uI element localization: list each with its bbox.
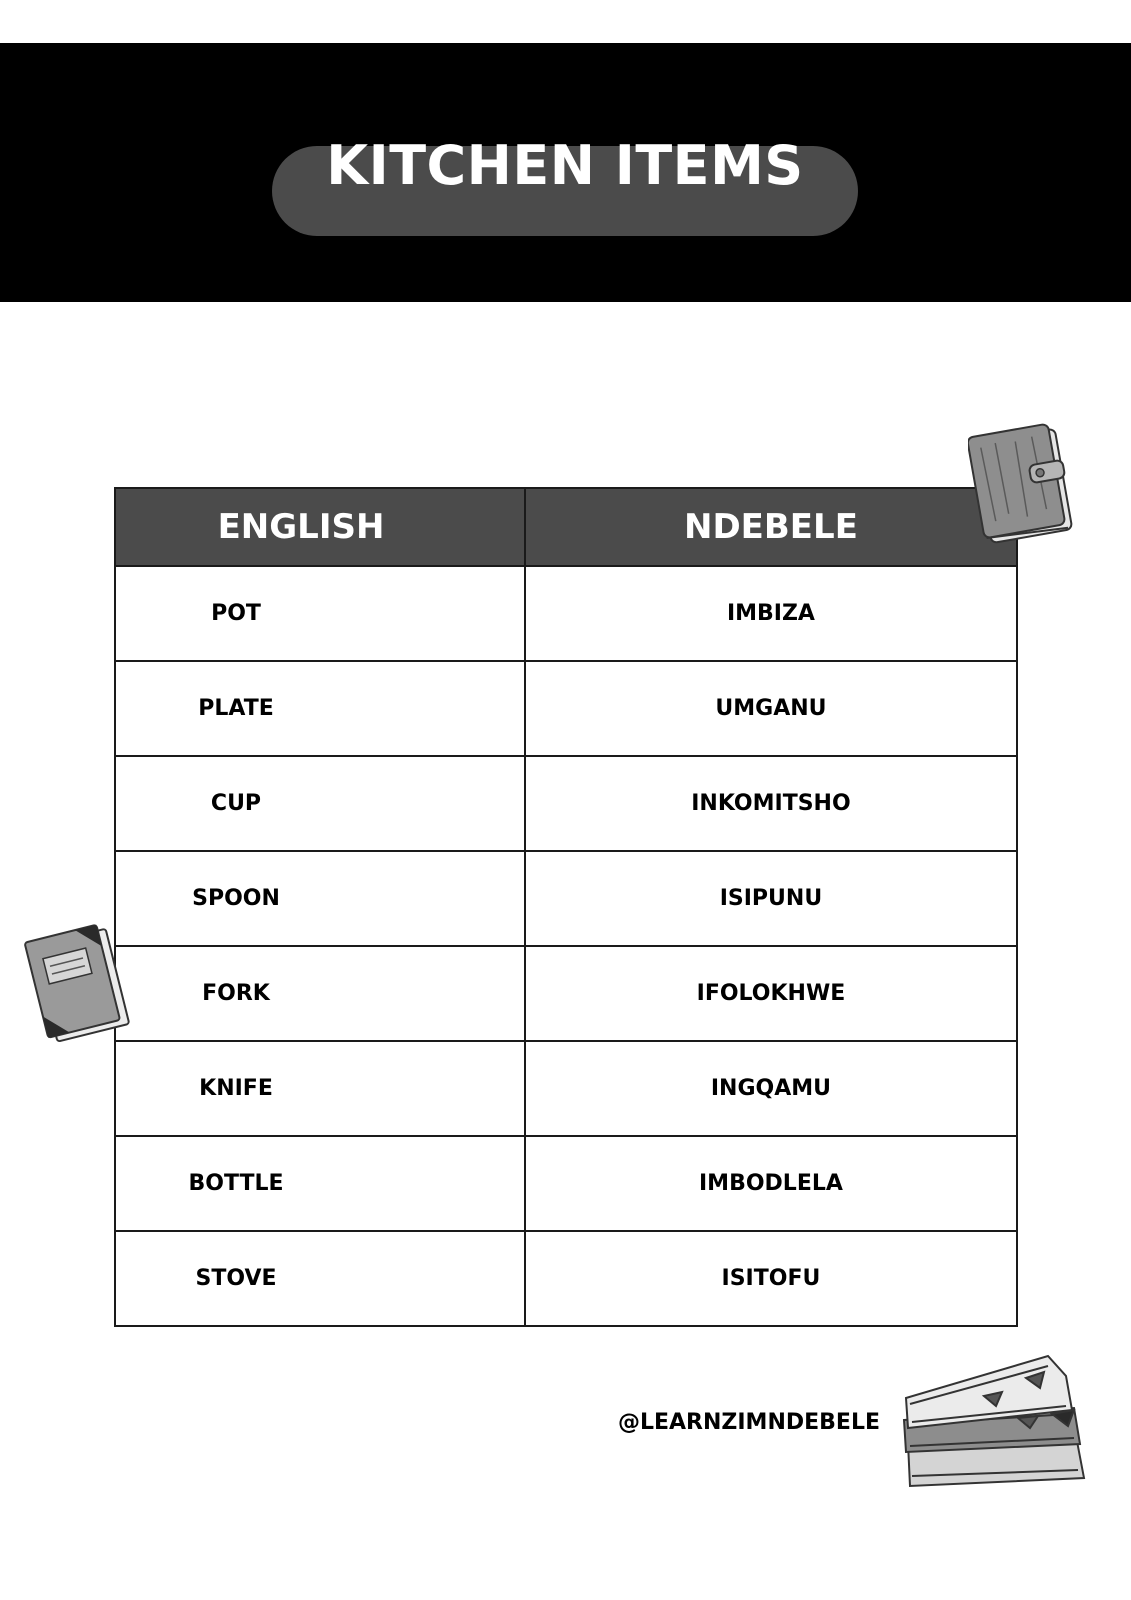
table-header-row bbox=[115, 488, 1017, 566]
ndebele-word: INKOMITSHO bbox=[525, 756, 1017, 851]
column-header-english: ENGLISH bbox=[115, 488, 525, 566]
table-row bbox=[115, 756, 1017, 851]
english-word: CUP bbox=[115, 756, 525, 851]
table-row bbox=[115, 1136, 1017, 1231]
ndebele-word: IMBIZA bbox=[525, 566, 1017, 661]
ndebele-word: ISITOFU bbox=[525, 1231, 1017, 1326]
table-row bbox=[115, 1231, 1017, 1326]
ndebele-word: ISIPUNU bbox=[525, 851, 1017, 946]
book-stack-icon bbox=[898, 1348, 1098, 1498]
english-word: POT bbox=[115, 566, 525, 661]
table-row bbox=[115, 851, 1017, 946]
ndebele-word: INGQAMU bbox=[525, 1041, 1017, 1136]
social-handle: @LEARNZIMNDEBELE bbox=[617, 1410, 880, 1435]
ndebele-word: IFOLOKHWE bbox=[525, 946, 1017, 1041]
book-icon bbox=[22, 918, 142, 1048]
table-row bbox=[115, 566, 1017, 661]
vocabulary-table bbox=[114, 487, 1018, 1327]
english-word: KNIFE bbox=[115, 1041, 525, 1136]
table-row bbox=[115, 946, 1017, 1041]
english-word: STOVE bbox=[115, 1231, 525, 1326]
english-word: BOTTLE bbox=[115, 1136, 525, 1231]
english-word: FORK bbox=[115, 946, 525, 1041]
page-title: KITCHEN ITEMS bbox=[326, 134, 804, 197]
table-row bbox=[115, 1041, 1017, 1136]
notebook-icon bbox=[968, 420, 1088, 550]
column-header-ndebele: NDEBELE bbox=[525, 488, 1017, 566]
english-word: PLATE bbox=[115, 661, 525, 756]
table-row bbox=[115, 661, 1017, 756]
english-word: SPOON bbox=[115, 851, 525, 946]
ndebele-word: IMBODLELA bbox=[525, 1136, 1017, 1231]
ndebele-word: UMGANU bbox=[525, 661, 1017, 756]
